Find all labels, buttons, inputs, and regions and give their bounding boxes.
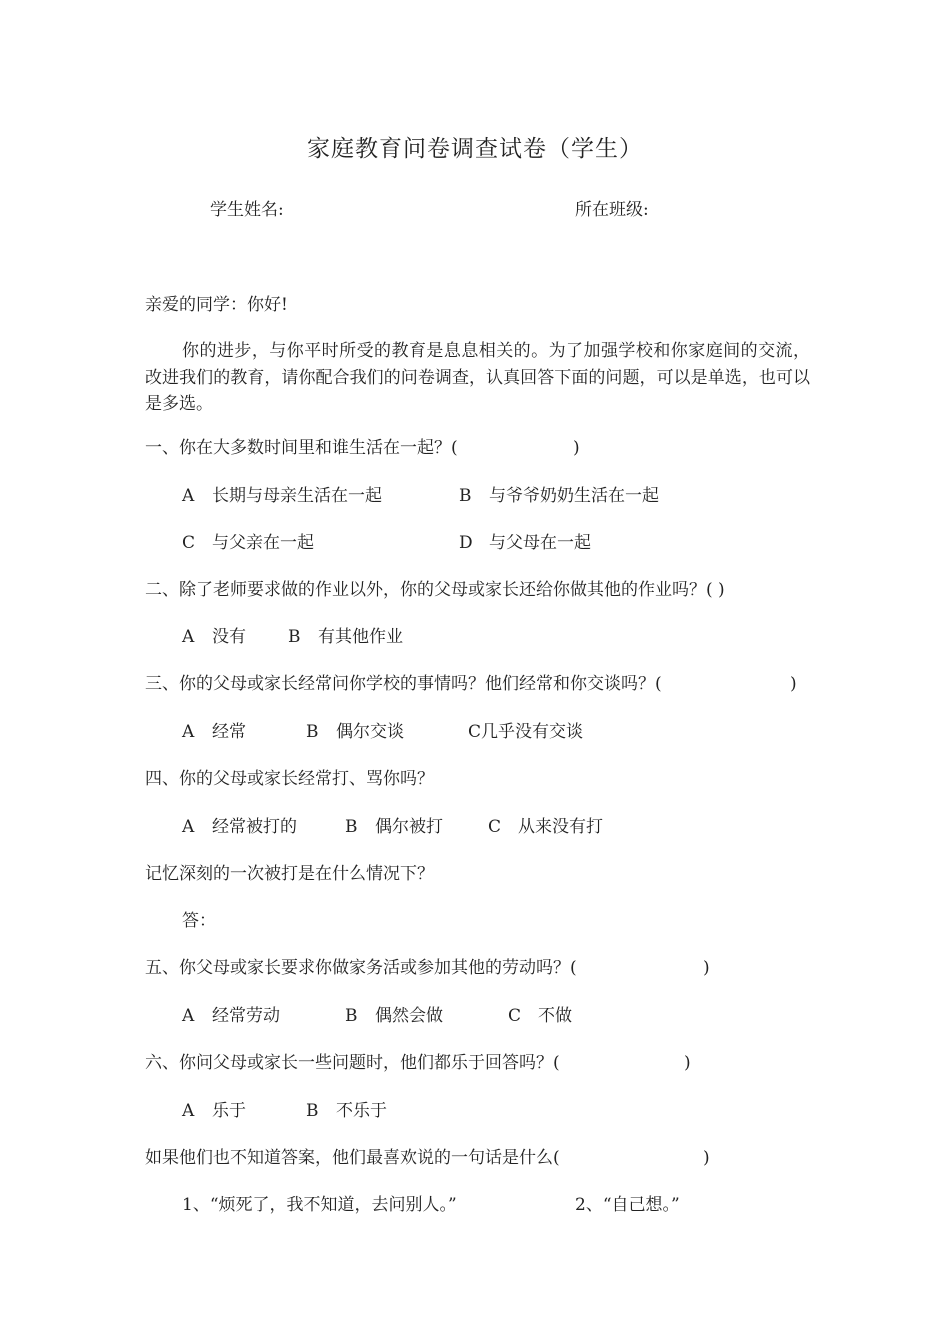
- option-letter: C: [488, 817, 502, 837]
- option-letter: C: [182, 533, 196, 553]
- q3-option-a: [182, 721, 246, 743]
- q6-option-a: [182, 1100, 246, 1122]
- option-letter: A: [182, 1006, 195, 1026]
- option-text: 偶尔交谈: [336, 722, 404, 742]
- answer-label: 答：: [182, 911, 216, 931]
- option-text: 几乎没有交谈: [481, 722, 584, 742]
- question-3: 三、你的父母或家长经常问你学校的事情吗？他们经常和你交谈吗？(: [145, 674, 662, 694]
- q5-option-b: [345, 1005, 443, 1027]
- sub-option-number: 2、: [575, 1195, 603, 1215]
- option-letter: B: [345, 817, 358, 837]
- option-text: 没有: [212, 627, 246, 647]
- question-2: 二、除了老师要求做的作业以外，你的父母或家长还给你做其他的作业吗？( ): [145, 580, 725, 600]
- question-3-close: ): [790, 674, 797, 694]
- q3-option-b: [306, 721, 404, 743]
- question-5: 五、你父母或家长要求你做家务活或参加其他的劳动吗？(: [145, 958, 577, 978]
- option-letter: B: [459, 486, 472, 506]
- question-6: 六、你问父母或家长一些问题时，他们都乐于回答吗？(: [145, 1053, 560, 1073]
- intro-paragraph: 你的进步，与你平时所受的教育是息息相关的。为了加强学校和你家庭间的交流，改进我们的教育，请你配合我们的问卷调查，认真回答下面的问题，可以是单选，也可以是多选。: [145, 341, 810, 414]
- student-name-label: 学生姓名:: [210, 200, 284, 220]
- q3-option-c: [468, 721, 583, 743]
- option-letter: D: [459, 533, 473, 553]
- question-1: 一、你在大多数时间里和谁生活在一起？(: [145, 438, 458, 458]
- option-text: 与爷爷奶奶生活在一起: [489, 486, 659, 506]
- q5-option-a: [182, 1005, 280, 1027]
- option-letter: A: [182, 1101, 195, 1121]
- question-5-close: ): [703, 958, 710, 978]
- sub-option-text: “自己想。”: [602, 1195, 680, 1215]
- option-text: 乐于: [212, 1101, 246, 1121]
- q1-option-d: [459, 532, 591, 554]
- option-text: 与父母在一起: [489, 533, 591, 553]
- option-text: 偶然会做: [375, 1006, 443, 1026]
- q1-option-c: [182, 532, 314, 554]
- q2-option-a: [182, 626, 246, 648]
- q4-option-c: [488, 816, 603, 838]
- option-letter: C: [468, 722, 482, 742]
- option-letter: A: [182, 627, 195, 647]
- option-text: 经常劳动: [212, 1006, 280, 1026]
- question-6-followup-close: ): [703, 1148, 710, 1168]
- question-4: 四、你的父母或家长经常打、骂你吗？: [145, 769, 434, 789]
- sub-option-number: 1、: [182, 1195, 210, 1215]
- q6-sub-option-2: [575, 1194, 680, 1216]
- option-letter: B: [306, 722, 319, 742]
- option-text: 长期与母亲生活在一起: [212, 486, 382, 506]
- q1-option-a: [182, 485, 382, 507]
- question-1-close: ): [573, 438, 580, 458]
- option-letter: B: [345, 1006, 358, 1026]
- option-text: 经常: [212, 722, 246, 742]
- option-text: 经常被打的: [212, 817, 297, 837]
- option-letter: C: [508, 1006, 522, 1026]
- greeting: 亲爱的同学：你好!: [145, 295, 288, 315]
- sub-option-text: “烦死了，我不知道，去问别人。”: [209, 1195, 457, 1215]
- class-name-label: 所在班级:: [575, 200, 649, 220]
- question-6-close: ): [684, 1053, 691, 1073]
- q5-option-c: [508, 1005, 572, 1027]
- q2-option-b: [288, 626, 403, 648]
- q6-sub-option-1: [182, 1194, 457, 1216]
- option-text: 从来没有打: [518, 817, 603, 837]
- question-4-followup: 记忆深刻的一次被打是在什么情况下？: [145, 864, 434, 884]
- option-letter: B: [288, 627, 301, 647]
- option-text: 有其他作业: [318, 627, 403, 647]
- option-text: 不做: [538, 1006, 572, 1026]
- option-letter: A: [182, 817, 195, 837]
- q6-option-b: [306, 1100, 387, 1122]
- option-letter: B: [306, 1101, 319, 1121]
- q4-option-a: [182, 816, 297, 838]
- option-text: 与父亲在一起: [212, 533, 314, 553]
- page-title: 家庭教育问卷调查试卷（学生）: [307, 136, 643, 162]
- option-text: 偶尔被打: [375, 817, 443, 837]
- option-text: 不乐于: [336, 1101, 387, 1121]
- q1-option-b: [459, 485, 659, 507]
- option-letter: A: [182, 722, 195, 742]
- q4-option-b: [345, 816, 443, 838]
- question-6-followup: 如果他们也不知道答案，他们最喜欢说的一句话是什么(: [145, 1148, 560, 1168]
- option-letter: A: [182, 486, 195, 506]
